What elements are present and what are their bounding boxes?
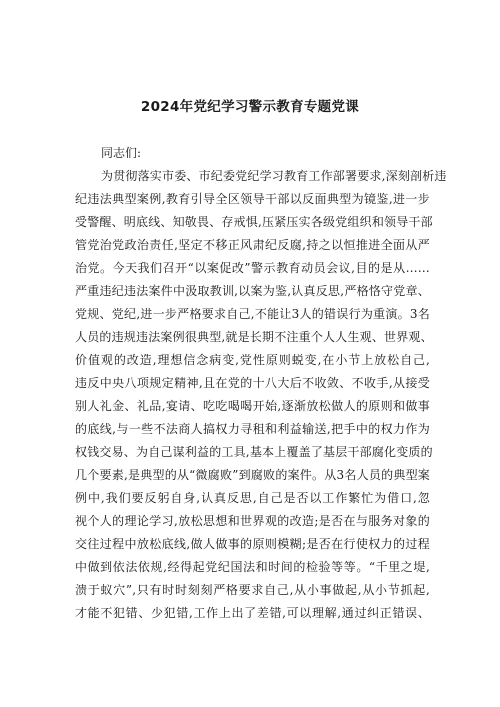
document-title: 2024年党纪学习警示教育专题党课 [140, 99, 360, 115]
salutation: 同志们: [101, 146, 142, 160]
body-line: 管党治党政治责任,坚定不移正风肃纪反腐,持之以恒推进全面从严 [75, 238, 430, 252]
body-line: 价值观的改造,理想信念病变,党性原则蜕变,在小节上放松自己, [75, 353, 430, 367]
body-line: 例中,我们要反躬自身,认真反思,自己是否以工作繁忙为借口,忽 [75, 491, 430, 505]
body-line: 人员的违规违法案例很典型,就是长期不注重个人人生观、世界观、 [75, 330, 433, 344]
body-line: 几个要素,是典型的从“微腐败”到腐败的案件。从3名人员的典型案 [75, 468, 430, 482]
body-line: 纪违法典型案例,教育引导全区领导干部以反面典型为镜鉴,进一步 [75, 192, 430, 206]
body-line: 严重违纪违法案件中汲取教训,以案为鉴,认真反思,严格恪守党章、 [75, 284, 430, 298]
body-line: 的底线,与一些不法商人搞权力寻租和利益输送,把手中的权力作为 [75, 422, 430, 436]
body-line: 违反中央八项规定精神,且在党的十八大后不收敛、不收手,从接受 [75, 376, 430, 390]
body-line: 党规、党纪,进一步严格要求自己,不能让3人的错误行为重演。3名 [75, 307, 430, 321]
body-line: 交往过程中放松底线,做人做事的原则模糊;是否在行使权力的过程 [75, 537, 430, 551]
body-line: 权钱交易、为自己谋利益的工具,基本上覆盖了基层干部腐化变质的 [75, 445, 433, 459]
body-line: 治党。今天我们召开“以案促改”警示教育动员会议,目的是从…… [75, 261, 430, 275]
body-line: 为贯彻落实市委、市纪委党纪学习教育工作部署要求,深刻剖析违 [101, 169, 447, 183]
body-line: 视个人的理论学习,放松思想和世界观的改造;是否在与服务对象的 [75, 514, 430, 528]
body-line: 中做到依法依规,经得起党纪国法和时间的检验等等。“千里之堤, [75, 560, 430, 574]
body-line: 溃于蚁穴”,只有时时刻刻严格要求自己,从小事做起,从小节抓起, [75, 583, 430, 597]
body-line: 才能不犯错、少犯错,工作上出了差错,可以理解,通过纠正错误、 [75, 606, 430, 620]
body-line: 受警醒、明底线、知敬畏、存戒惧,压紧压实各级党组织和领导干部 [75, 215, 433, 229]
body-line: 别人礼金、礼品,宴请、吃吃喝喝开始,逐渐放松做人的原则和做事 [75, 399, 430, 413]
